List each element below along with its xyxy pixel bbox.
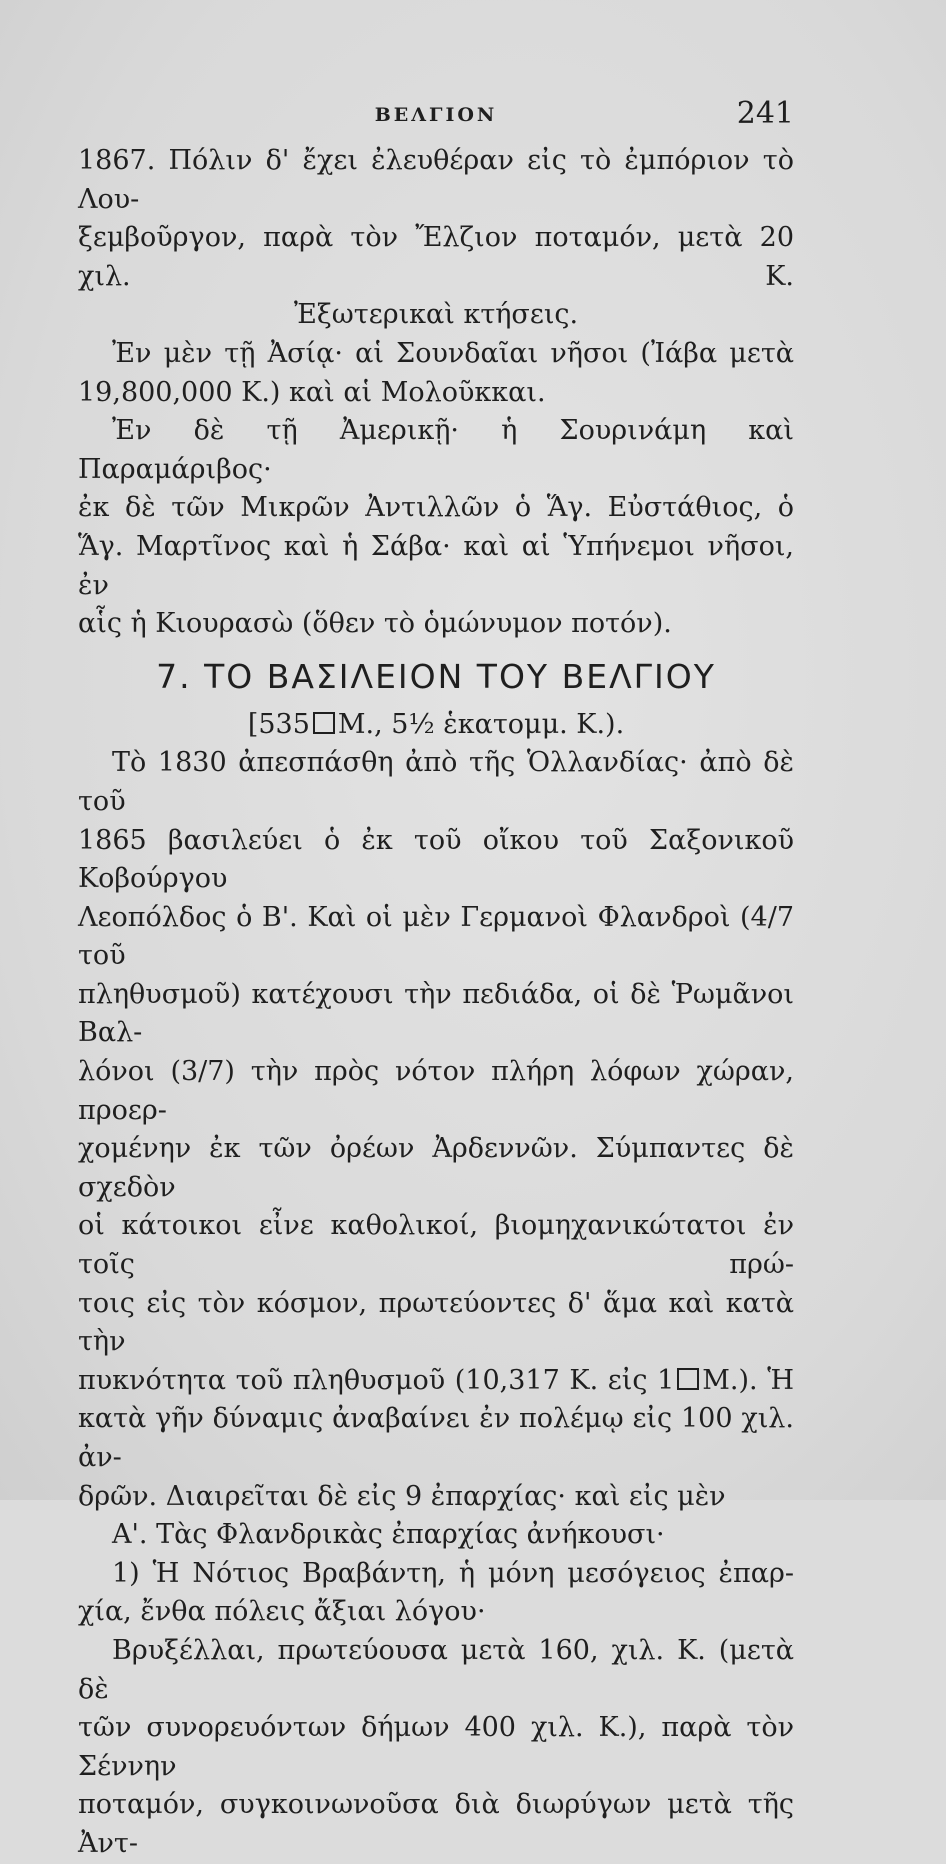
section-subheading: Ἐξωτερικαὶ κτήσεις. [293,299,579,331]
running-head: ΒΕΛΓΙΟΝ [374,104,498,126]
text-line: 1) Ἡ Νότιος Βραβάντη, ἡ μόνη μεσόγειος ἐπαρ- [112,1557,794,1589]
text-line: 1867. Πόλιν δ' ἔχει ἐλευθέραν εἰς τὸ ἐμπόριον τὸ Λου- [78,145,794,215]
text-line: τῶν συνορευόντων δήμων 400 χιλ. Κ.), παρὰ τὸν Σέννην [78,1712,794,1782]
text-line: αἷς ἡ Κιουρασὼ (ὅθεν τὸ ὁμώνυμον ποτόν). [78,608,672,640]
body-text [78,142,794,1864]
text-line: Ἅγ. Μαρτῖνος καὶ ἡ Σάβα· καὶ αἱ Ὑπήνεμοι νῆσοι, ἐν [78,530,794,601]
text-line: οἱ κάτοικοι εἶνε καθολικοί, βιομηχανικώτατοι ἐν τοῖς πρώ- [78,1210,794,1281]
text-line: χία, ἔνθα πόλεις ἄξιαι λόγου· [78,1596,486,1628]
square-symbol-icon [677,1368,699,1390]
text-fragment: πυκνότητα τοῦ πληθυσμοῦ (10,317 Κ. εἰς 1 [78,1364,675,1396]
text-line: Βρυξέλλαι, πρωτεύουσα μετὰ 160, χιλ. Κ. (μετὰ δὲ [78,1634,794,1705]
text-line: Λεοπόλδος ὁ Β'. Καὶ οἱ μὲν Γερμανοὶ Φλανδροὶ (4/7 τοῦ [78,901,794,972]
text-line: Τὸ 1830 ἀπεσπάσθη ἀπὸ τῆς Ὁλλανδίας· ἀπὸ δὲ τοῦ [78,747,794,817]
square-symbol-icon [313,712,335,734]
text-line: δρῶν. Διαιρεῖται δὲ εἰς 9 ἐπαρχίας· καὶ εἰς μὲν [78,1480,726,1512]
text-line: τοις εἰς τὸν κόσμον, πρωτεύοντες δ' ἅμα καὶ κατὰ τὴν [78,1287,794,1358]
text-line: Ἐν δὲ τῇ Ἀμερικῇ· ἡ Σουρινάμη καὶ Παραμάριβος· [78,415,794,485]
chapter-heading: 7. ΤΟ ΒΑΣΙΛΕΙΟΝ ΤΟΥ ΒΕΛΓΙΟΥ [156,656,716,696]
text-line: χομένην ἐκ τῶν ὀρέων Ἀρδεννῶν. Σύμπαντες δὲ σχεδὸν [78,1133,794,1203]
text-line: λόνοι (3/7) τὴν πρὸς νότον πλήρη λόφων χώραν, προερ- [78,1056,794,1126]
text-line: 19,800,000 Κ.) καὶ αἱ Μολοῦκκαι. [78,376,546,408]
text-line: ποταμόν, συγκοινωνοῦσα διὰ διωρύγων μετὰ τῆς Ἀντ- [78,1789,794,1859]
text-line: Ἐν μὲν τῇ Ἀσίᾳ· αἱ Σουνδαῖαι νῆσοι (Ἰάβα μετὰ [112,337,794,369]
text-line: ἐκ δὲ τῶν Μικρῶν Ἀντιλλῶν ὁ Ἅγ. Εὐστάθιος, ὁ [78,492,794,524]
text-line: πληθυσμοῦ) κατέχουσι τὴν πεδιάδα, οἱ δὲ Ῥωμᾶνοι Βαλ- [78,978,794,1049]
text-fragment: Μ., 5½ ἑκατομμ. Κ.). [337,708,625,740]
page-header [78,96,794,136]
text-line [78,1362,794,1401]
text-line: Α'. Τὰς Φλανδρικὰς ἐπαρχίας ἀνήκουσι· [112,1519,665,1551]
text-fragment: Μ.). Ἡ [702,1364,794,1396]
text-line: 1865 βασιλεύει ὁ ἐκ τοῦ οἴκου τοῦ Σαξονικοῦ Κοβούργου [78,824,794,895]
area-population-line [78,706,794,745]
text-line: ξεμβοῦργον, παρὰ τὸν Ἔλζιον ποταμόν, μετὰ 20 χιλ. Κ. [78,222,794,292]
text-line: κατὰ γῆν δύναμις ἀναβαίνει ἐν πολέμῳ εἰς 100 χιλ. ἀν- [78,1403,794,1473]
page-number: 241 [736,96,794,131]
text-fragment: [535 [247,708,310,740]
